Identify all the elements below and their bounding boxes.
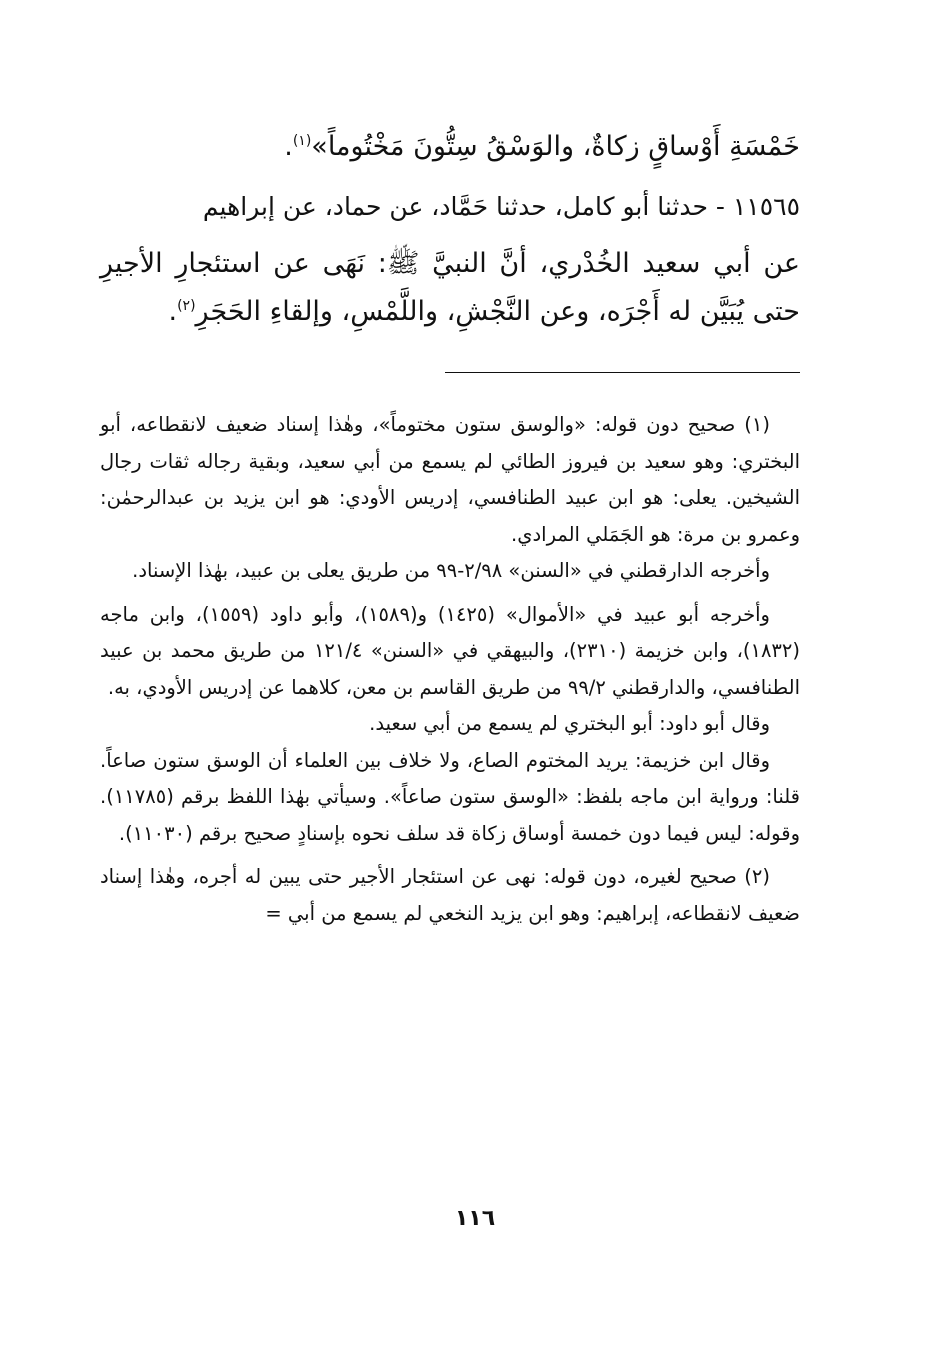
- footnote-divider: [445, 372, 800, 373]
- footnotes: [100, 407, 800, 932]
- footnote-1-takhrij-1: وأخرجه الدارقطني في «السنن» ٢/٩٨-٩٩ من طريق يعلى بن عبيد، بهٰذا الإسناد.: [132, 559, 770, 582]
- footnote-ref-2[interactable]: (٢): [177, 298, 196, 314]
- footnote-1: (١) صحيح دون قوله: «والوسق ستون مختوماً»، وهٰذا إسناد ضعيف لانقطاعه، أبو البختري: وهو سعيد بن فيروز الطائي لم يسمع من أبي سعيد، وبقية رجاله ثقات رجال الشيخين. يعلى: هو ابن عبيد الطنافسي، إدريس الأودي: هو ابن يزيد بن عبدالرحمٰن: وعمرو بن مرة: هو الجَمَلي المرادي.: [100, 413, 800, 546]
- page-body: [100, 120, 800, 932]
- hadith-continuation-end: .: [284, 131, 293, 162]
- footnote-ref-1[interactable]: (١): [292, 133, 312, 149]
- hadith-continuation: [100, 120, 800, 174]
- hadith-matn: [100, 240, 800, 336]
- page-number: ١١٦: [454, 1206, 496, 1231]
- hadith-continuation-text: خَمْسَةِ أَوْساقٍ زكاةٌ، والوَسْقُ سِتُّونَ مَخْتُوماً»: [311, 131, 800, 162]
- hadith-matn-text: عن أبي سعيد الخُدْري، أنَّ النبيَّ ﷺ: نَهَى عن استئجارِ الأجيرِ حتى يُبَيَّن له أَجْرَه، وعن النَّجْشِ، واللَّمْسِ، وإلقاءِ الحَجَرِ: [100, 248, 800, 327]
- hadith-matn-end: .: [168, 296, 178, 327]
- footnote-1-abu-dawud: وقال أبو داود: أبو البختري لم يسمع من أبي سعيد.: [369, 712, 770, 735]
- hadith-isnad: ١١٥٦٥ - حدثنا أبو كامل، حدثنا حَمَّاد، عن حماد، عن إبراهيم: [202, 192, 800, 221]
- main-text: [100, 120, 800, 336]
- footnote-1-ibn-khuzayma: وقال ابن خزيمة: يريد المختوم الصاع، ولا خلاف بين العلماء أن الوسق ستون صاعاً. قلنا: ورواية ابن ماجه بلفظ: «الوسق ستون صاعاً». وسيأتي بهٰذا اللفظ برقم (١١٧٨٥). وقوله: ليس فيما دون خمسة أوساق زكاة قد سلف نحوه بإسنادٍ صحيح برقم (١١٠٣٠).: [100, 748, 800, 845]
- footnote-2: (٢) صحيح لغيره، دون قوله: نهى عن استئجار الأجير حتى يبين له أجره، وهٰذا إسناد ضعيف لانقطاعه، إبراهيم: وهو ابن يزيد النخعي لم يسمع من أبي =: [100, 865, 800, 925]
- footnote-1-takhrij-2: وأخرجه أبو عبيد في «الأموال» (١٤٢٥) و(١٥٨٩)، وأبو داود (١٥٥٩)، وابن ماجه (١٨٣٢)، وابن خزيمة (٢٣١٠)، والبيهقي في «السنن» ١٢١/٤ من طريق محمد بن عبيد الطنافسي، والدارقطني ٩٩/٢ من طريق القاسم بن معن، كلاهما عن إدريس الأودي، به.: [100, 602, 800, 699]
